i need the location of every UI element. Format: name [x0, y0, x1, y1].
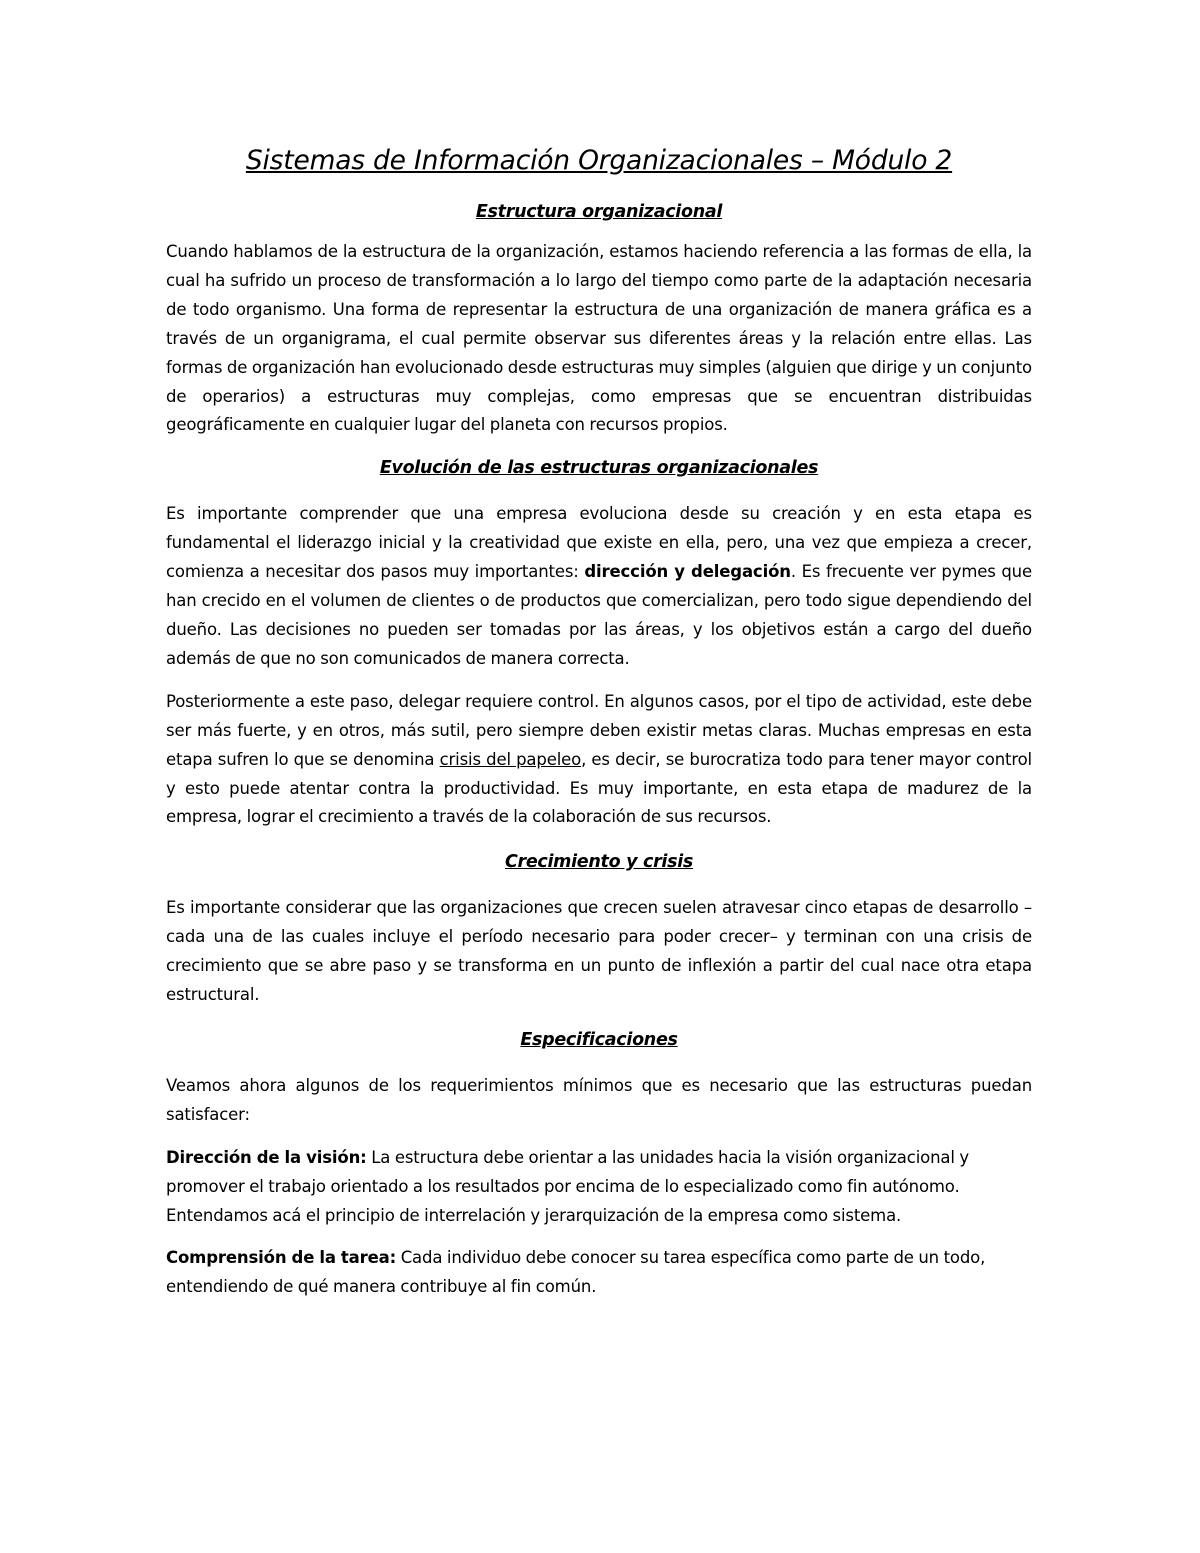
document-title: Sistemas de Información Organizacionales – Módulo 2 — [245, 145, 953, 176]
paragraph-especificaciones: Veamos ahora algunos de los requerimientos mínimos que es necesario que las estructuras puedan satisfacer: — [166, 1075, 1032, 1124]
spec-item-comprension — [166, 1244, 1032, 1302]
spec-item-text: La estructura debe orientar a las unidades hacia la visión organizacional y promover el trabajo orientado a los resultados por encima de lo especializado como fin autónomo. Entendamos acá el principio de interrelación y jerarquización de la empresa como sistema. — [166, 1147, 969, 1225]
paragraph-text: . Es frecuente ver pymes que han crecido en el volumen de clientes o de productos que comercializan, pero todo sigue dependiendo del dueño. Las decisiones no pueden ser tomadas por las áreas, y los objetivos están a cargo del dueño además de que no son comunicados de manera correcta. — [166, 562, 1032, 668]
section-heading-evolucion: Evolución de las estructuras organizacionales — [379, 458, 819, 479]
underlined-term: crisis del papeleo — [439, 749, 582, 769]
spec-item-text: Cada individuo debe conocer su tarea específica como parte de un todo, entendiendo de qué manera contribuye al fin común. — [166, 1248, 986, 1297]
spec-item-label: Dirección de la visión: — [166, 1147, 367, 1167]
spec-item-direccion — [166, 1144, 1032, 1231]
paragraph-text: , es decir, se burocratiza todo para tener mayor control y esto puede atentar contra la productividad. Es muy importante, en esta etapa de madurez de la empresa, lograr el crecimiento a través de la colaboración de sus recursos. — [166, 749, 1032, 827]
section-heading-especificaciones: Especificaciones — [520, 1029, 678, 1050]
bold-phrase: dirección y delegación — [584, 562, 791, 582]
section-heading-crecimiento: Crecimiento y crisis — [504, 852, 694, 873]
document-page — [166, 140, 1032, 1302]
paragraph-text: Posteriormente a este paso, delegar requiere control. En algunos casos, por el tipo de actividad, este debe ser más fuerte, y en otros, más sutil, pero siempre deben existir metas claras. Muchas empresas en esta etapa sufren lo que se denomina — [166, 691, 1032, 769]
paragraph-crecimiento: Es importante considerar que las organizaciones que crecen suelen atravesar cinco etapas de desarrollo –cada una de las cuales incluye el período necesario para poder crecer– y terminan con una crisis de crecimiento que se abre paso y se transforma en un punto de inflexión a partir del cual nace otra etapa estructural. — [166, 898, 1032, 1005]
paragraph-estructura: Cuando hablamos de la estructura de la organización, estamos haciendo referencia a las formas de ella, la cual ha sufrido un proceso de transformación a lo largo del tiempo como parte de la adaptación necesaria de todo organismo. Una forma de representar la estructura de una organización de manera gráfica es a través de un organigrama, el cual permite observar sus diferentes áreas y la relación entre ellas. Las formas de organización han evolucionado desde estructuras muy simples (alguien que dirige y un conjunto de operarios) a estructuras muy complejas, como empresas que se encuentran distribuidas geográficamente en cualquier lugar del planeta con recursos propios. — [166, 242, 1032, 435]
paragraph-evolucion-2 — [166, 688, 1032, 833]
paragraph-text: Es importante comprender que una empresa evoluciona desde su creación y en esta etapa es fundamental el liderazgo inicial y la creatividad que existe en ella, pero, una vez que empieza a crecer, comienza a necesitar dos pasos muy importantes: — [166, 504, 1032, 582]
paragraph-evolucion-1 — [166, 500, 1032, 673]
spec-item-label: Comprensión de la tarea: — [166, 1248, 397, 1268]
section-heading-estructura: Estructura organizacional — [475, 202, 723, 222]
